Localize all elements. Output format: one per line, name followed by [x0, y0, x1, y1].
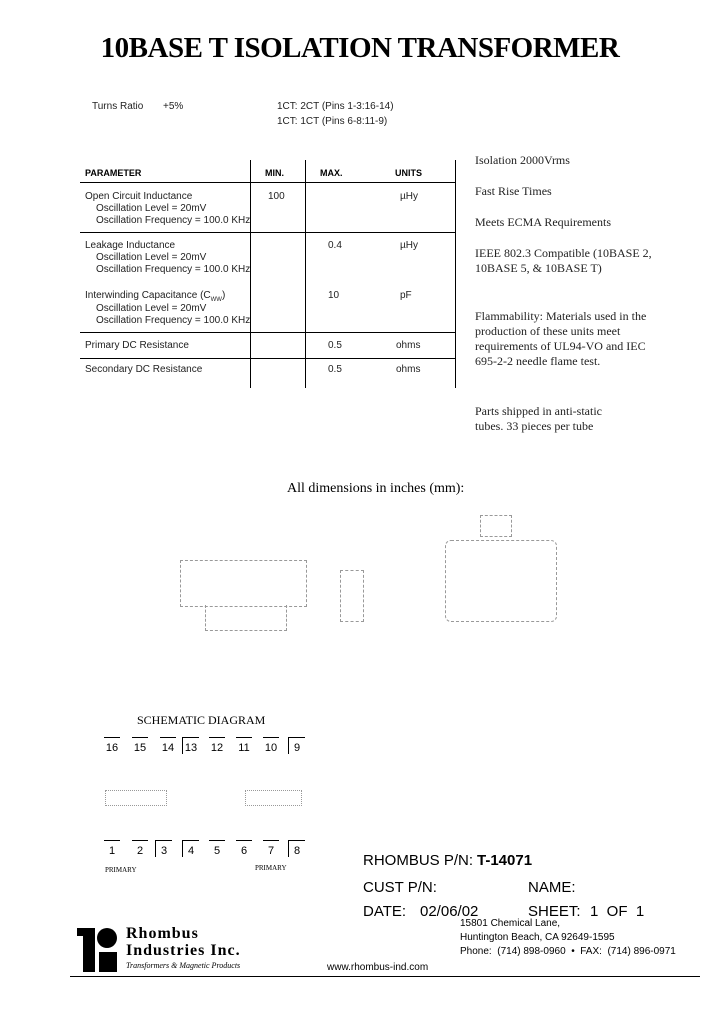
- rhombus-logo-icon: [77, 928, 122, 973]
- sheet-label: SHEET:: [528, 903, 581, 920]
- winding-left: [105, 790, 167, 806]
- param-units: ohms: [396, 340, 421, 351]
- company-website[interactable]: www.rhombus-ind.com: [327, 962, 429, 973]
- feature: Meets ECMA Requirements: [475, 215, 611, 229]
- pin: 15: [132, 737, 148, 754]
- param-units: µHy: [400, 240, 418, 251]
- address-line-1: 15801 Chemical Lane,: [460, 918, 561, 929]
- param-name: [85, 290, 225, 303]
- schematic-title: SCHEMATIC DIAGRAM: [137, 713, 266, 727]
- company-name-2: Industries Inc.: [126, 942, 241, 959]
- feature: IEEE 802.3 Compatible (10BASE 2, 10BASE 5, & 10BASE T): [475, 246, 652, 275]
- pin: 6: [236, 840, 252, 857]
- pin: 2: [132, 840, 148, 857]
- company-tagline: Transformers & Magnetic Products: [126, 961, 241, 970]
- param-condition: Oscillation Frequency = 100.0 KHz: [96, 215, 251, 226]
- param-condition: Oscillation Frequency = 100.0 KHz: [96, 264, 251, 275]
- feature: Isolation 2000Vrms: [475, 153, 570, 167]
- param-name: Open Circuit Inductance: [85, 191, 193, 202]
- turns-ratio-label: Turns Ratio: [92, 101, 144, 112]
- feature: Flammability: Materials used in the production of these units meet requirements of UL94-VO and IEC 695-2-2 needle flame test.: [475, 309, 647, 368]
- cust-pn-label: CUST P/N:: [363, 879, 437, 896]
- param-condition: Oscillation Level = 20mV: [96, 252, 207, 263]
- feature: Parts shipped in anti-static tubes. 33 pieces per tube: [475, 404, 602, 433]
- dimensions-caption: All dimensions in inches (mm):: [287, 481, 465, 496]
- pin: 9: [288, 737, 305, 754]
- param-max: 10: [328, 290, 340, 301]
- part-number: T-14071: [477, 852, 533, 869]
- pin: 11: [236, 737, 252, 754]
- phone-fax: Phone: (714) 898-0960 • FAX: (714) 896-0971: [460, 946, 676, 957]
- pin: 3: [155, 840, 172, 857]
- param-max: 0.5: [328, 364, 342, 375]
- param-name-end: ): [221, 290, 226, 301]
- date-label: DATE:: [363, 903, 407, 920]
- param-condition: Oscillation Frequency = 100.0 KHz: [96, 315, 251, 326]
- name-label: NAME:: [528, 879, 576, 896]
- pin: 14: [160, 737, 176, 754]
- primary-label: PRIMARY: [255, 864, 287, 872]
- winding-right: [245, 790, 302, 806]
- part-number-label: RHOMBUS P/N:: [363, 852, 474, 869]
- pin: 12: [209, 737, 225, 754]
- param-condition: Oscillation Level = 20mV: [96, 203, 207, 214]
- sheet-value: 1 OF 1: [590, 903, 645, 920]
- page-title: 10BASE T ISOLATION TRANSFORMER: [100, 32, 620, 64]
- turns-ratio-2: 1CT: 1CT (Pins 6-8:11-9): [277, 116, 388, 127]
- pin: 16: [104, 737, 120, 754]
- header-min: MIN.: [265, 168, 284, 178]
- pin: 13: [182, 737, 199, 754]
- header-max: MAX.: [320, 168, 343, 178]
- company-name-1: Rhombus: [126, 925, 199, 942]
- param-units: ohms: [396, 364, 421, 375]
- param-units: pF: [400, 290, 412, 301]
- param-name: Leakage Inductance: [85, 240, 176, 251]
- header-parameter: PARAMETER: [85, 168, 142, 178]
- param-units: µHy: [400, 191, 418, 202]
- pin: 7: [263, 840, 279, 857]
- pin: 8: [288, 840, 305, 857]
- param-subscript: WW: [210, 297, 222, 303]
- header-units: UNITS: [395, 168, 422, 178]
- feature: Fast Rise Times: [475, 184, 552, 198]
- pin: 1: [104, 840, 120, 857]
- pin: 10: [263, 737, 279, 754]
- date-value: 02/06/02: [420, 903, 479, 920]
- turns-ratio-1: 1CT: 2CT (Pins 1-3:16-14): [277, 101, 394, 112]
- param-condition: Oscillation Level = 20mV: [96, 303, 207, 314]
- pin: 4: [182, 840, 199, 857]
- param-min: 100: [268, 191, 285, 202]
- footer-rule: [70, 976, 700, 977]
- param-name: Secondary DC Resistance: [85, 364, 203, 375]
- turns-tolerance: +5%: [163, 101, 184, 112]
- param-name: Primary DC Resistance: [85, 340, 189, 351]
- primary-label: PRIMARY: [105, 866, 137, 874]
- param-name-text: Interwinding Capacitance (C: [85, 290, 211, 301]
- param-max: 0.5: [328, 340, 342, 351]
- address-line-2: Huntington Beach, CA 92649-1595: [460, 932, 615, 943]
- param-max: 0.4: [328, 240, 342, 251]
- pin: 5: [209, 840, 225, 857]
